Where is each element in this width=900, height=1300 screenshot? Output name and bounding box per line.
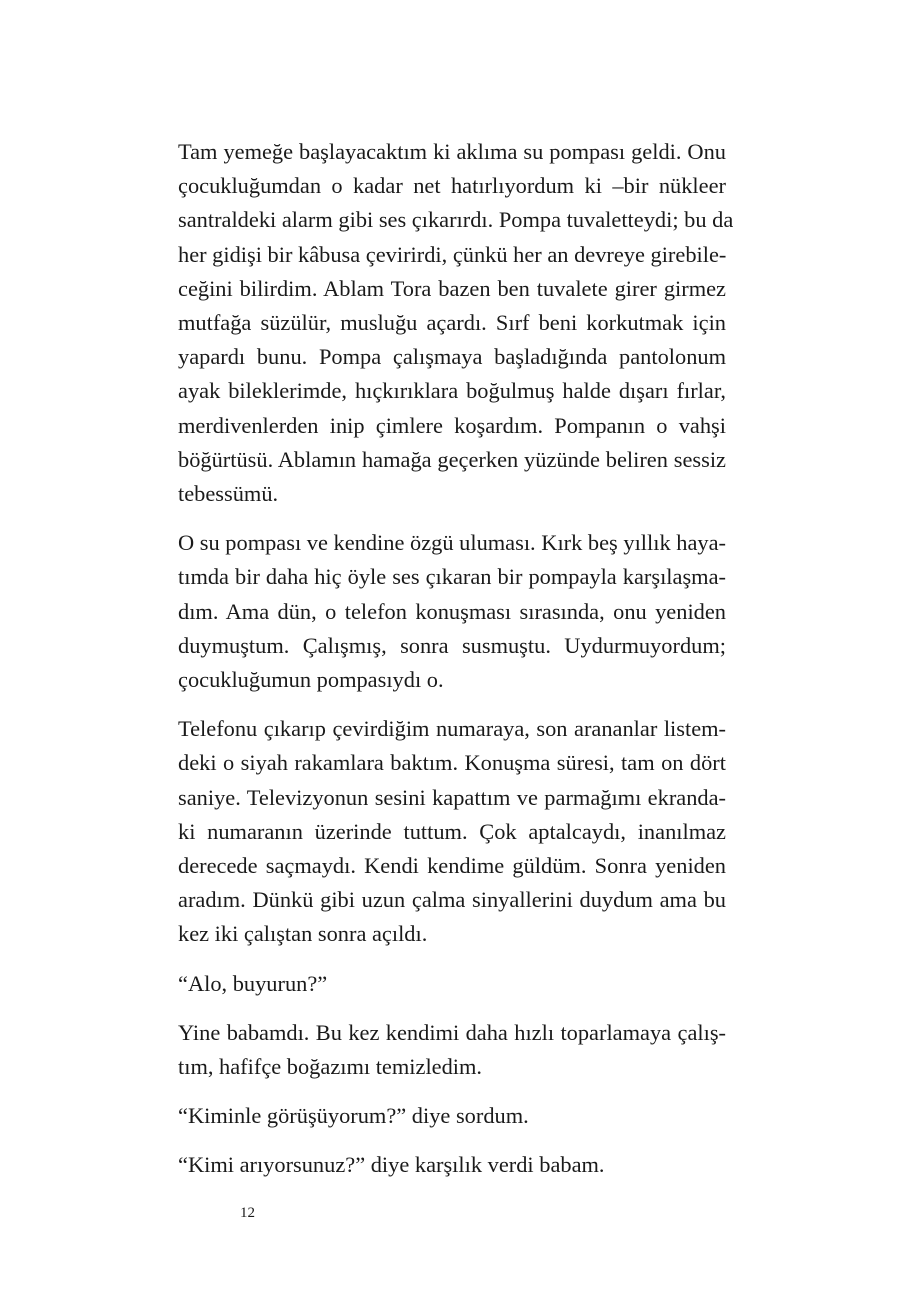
- text-line: “Kiminle görüşüyorum?” diye sordum.: [178, 1103, 529, 1129]
- text-line: aradım. Dünkü gibi uzun çalma sinyallerini duydum ama bu: [178, 887, 726, 913]
- paragraph-6-dialogue: [178, 1099, 726, 1133]
- text-line: Yine babamdı. Bu kez kendimi daha hızlı toparlamaya çalış-: [178, 1019, 726, 1045]
- text-line: derecede saçmaydı. Kendi kendime güldüm. Sonra yeniden: [178, 853, 726, 879]
- paragraph-2: [178, 526, 726, 697]
- text-line: ceğini bilirdim. Ablam Tora bazen ben tuvalete girer girmez: [178, 275, 726, 301]
- paragraph-1: [178, 135, 734, 511]
- text-line: “Alo, buyurun?”: [178, 970, 328, 996]
- text-line: ki numaranın üzerinde tuttum. Çok aptalcaydı, inanılmaz: [178, 818, 726, 844]
- text-line: ayak bileklerimde, hıçkırıklara boğulmuş halde dışarı fırlar,: [178, 378, 726, 404]
- paragraph-4-dialogue: [178, 967, 726, 1001]
- text-line: Telefonu çıkarıp çevirdiğim numaraya, son arananlar listem-: [178, 716, 726, 742]
- page-number: 12: [240, 1205, 255, 1221]
- text-line: böğürtüsü. Ablamın hamağa geçerken yüzünde beliren sessiz: [178, 446, 726, 472]
- text-line: “Kimi arıyorsunuz?” diye karşılık verdi babam.: [178, 1152, 605, 1178]
- text-line: merdivenlerden inip çimlere koşardım. Pompanın o vahşi: [178, 412, 726, 438]
- text-line: kez iki çalıştan sonra açıldı.: [178, 921, 428, 947]
- text-line: çocukluğumun pompasıydı o.: [178, 667, 444, 693]
- paragraph-7-dialogue: [178, 1148, 726, 1182]
- text-line: yapardı bunu. Pompa çalışmaya başladığında pantolonum: [178, 344, 726, 370]
- paragraph-3: [178, 712, 726, 951]
- text-line: mutfağa süzülür, musluğu açardı. Sırf beni korkutmak için: [178, 310, 726, 336]
- paragraph-5: [178, 1016, 726, 1084]
- text-line: duymuştum. Çalışmış, sonra susmuştu. Uydurmuyordum;: [178, 632, 726, 658]
- text-line: Tam yemeğe başlayacaktım ki aklıma su pompası geldi. Onu: [178, 139, 726, 164]
- text-line: tım, hafifçe boğazımı temizledim.: [178, 1054, 483, 1080]
- book-page-body: [178, 135, 734, 1183]
- text-line: tebessümü.: [178, 481, 279, 507]
- text-line: santraldeki alarm gibi ses çıkarırdı. Pompa tuvaletteydi; bu da: [178, 207, 734, 233]
- text-line: her gidişi bir kâbusa çevirirdi, çünkü her an devreye girebile-: [178, 241, 727, 267]
- text-line: O su pompası ve kendine özgü uluması. Kırk beş yıllık haya-: [178, 530, 726, 556]
- text-line: tımda bir daha hiç öyle ses çıkaran bir pompayla karşılaşma-: [178, 564, 726, 590]
- text-line: saniye. Televizyonun sesini kapattım ve parmağımı ekranda-: [178, 784, 726, 810]
- text-line: çocukluğumdan o kadar net hatırlıyordum ki –bir nükleer: [178, 173, 726, 199]
- text-line: deki o siyah rakamlara baktım. Konuşma süresi, tam on dört: [178, 750, 726, 776]
- text-line: dım. Ama dün, o telefon konuşması sırasında, onu yeniden: [178, 598, 726, 624]
